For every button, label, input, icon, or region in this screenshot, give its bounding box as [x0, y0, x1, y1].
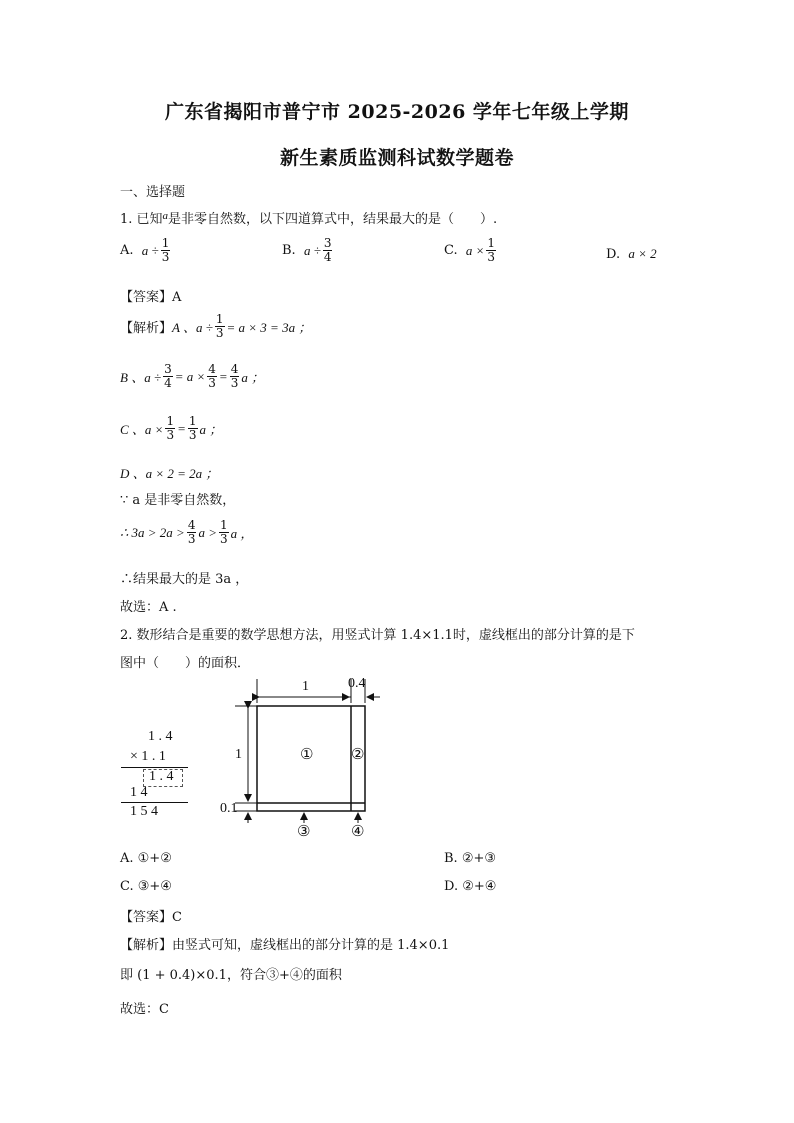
q1-analysis-d: D 、a × 2 = 2a ；	[120, 466, 219, 481]
q1-analysis-a: 【解析】 A 、a ÷ $\frac{1}{3}$ = a × 3 = 3a ；	[120, 312, 312, 340]
q1-because: ∵ a 是非零自然数，	[120, 493, 236, 508]
fig-label-left-1: 1	[235, 747, 242, 762]
q1-option-b: B. a ÷ $\frac{3}{4}$	[282, 236, 332, 264]
q2-answer: 【答案】C	[120, 910, 182, 925]
q1-option-a: A. a ÷ $\frac{1}{3}$	[120, 236, 170, 264]
page-title-line1: 广东省揭阳市普宁市 2025-2026 学年七年级上学期	[165, 101, 629, 123]
calc-row1: 1 . 4	[148, 729, 173, 744]
q1-option-c: C. a × $\frac{1}{3}$	[444, 236, 496, 264]
fig-label-top-04: 0.4	[348, 676, 366, 691]
calc-row2: × 1 . 1	[130, 749, 166, 764]
q1-analysis-c: C 、a × $\frac{1}{3}$ = $\frac{1}{3}$ a ；	[120, 414, 223, 442]
region-3-label: ③	[297, 822, 311, 840]
calc-row3: 1 . 4	[149, 769, 174, 784]
q1-analysis-b: B 、a ÷ $\frac{3}{4}$ = a × $\frac{4}{3}$ = $\frac{4}{3}$ a ；	[120, 362, 265, 390]
fig-label-left-01: 0.1	[220, 801, 238, 816]
region-1-label: ①	[300, 745, 314, 763]
q1-answer: 【答案】A	[120, 290, 182, 305]
page-title-line2: 新生素质监测科试数学题卷	[279, 147, 514, 169]
calc-row5: 1 5 4	[130, 804, 158, 819]
q2-option-b: B. ②+③	[444, 851, 497, 866]
q2-option-a: A. ①+②	[120, 851, 172, 866]
q2-stem-line1: 2. 数形结合是重要的数学思想方法，用竖式计算 1.4×1.1时，虚线框出的部分计算的是下	[120, 628, 635, 643]
region-2-label: ②	[351, 745, 365, 763]
q1-therefore2: ∴结果最大的是 3a ，	[120, 572, 249, 587]
calc-row4: 1 4	[130, 785, 148, 800]
q2-option-d: D. ②+④	[444, 879, 497, 894]
q2-option-c: C. ③+④	[120, 879, 172, 894]
q1-choose: 故选：A .	[120, 600, 177, 615]
q2-choose: 故选：C	[120, 1002, 169, 1017]
q2-stem-line2: 图中（ ）的面积．	[120, 656, 251, 671]
calc-rule1	[121, 767, 188, 768]
q1-therefore: ∴ 3a > 2a > $\frac{4}{3}$ a > $\frac{1}{3}$ a ，	[120, 518, 254, 546]
q2-analysis-line1: 【解析】由竖式可知，虚线框出的部分计算的是 1.4×0.1	[120, 938, 450, 953]
q1-option-d: D. a × 2	[606, 246, 657, 262]
calc-rule2	[121, 802, 188, 803]
section-heading: 一、选择题	[120, 185, 186, 200]
region-4-label: ④	[351, 822, 365, 840]
q1-stem: 1. 已知$^a$是非零自然数，以下四道算式中，结果最大的是（ ）.	[120, 210, 498, 227]
q2-analysis-line2: 即 (1 + 0.4)×0.1，符合③+④的面积	[120, 968, 342, 983]
fig-label-top-1: 1	[302, 679, 309, 694]
